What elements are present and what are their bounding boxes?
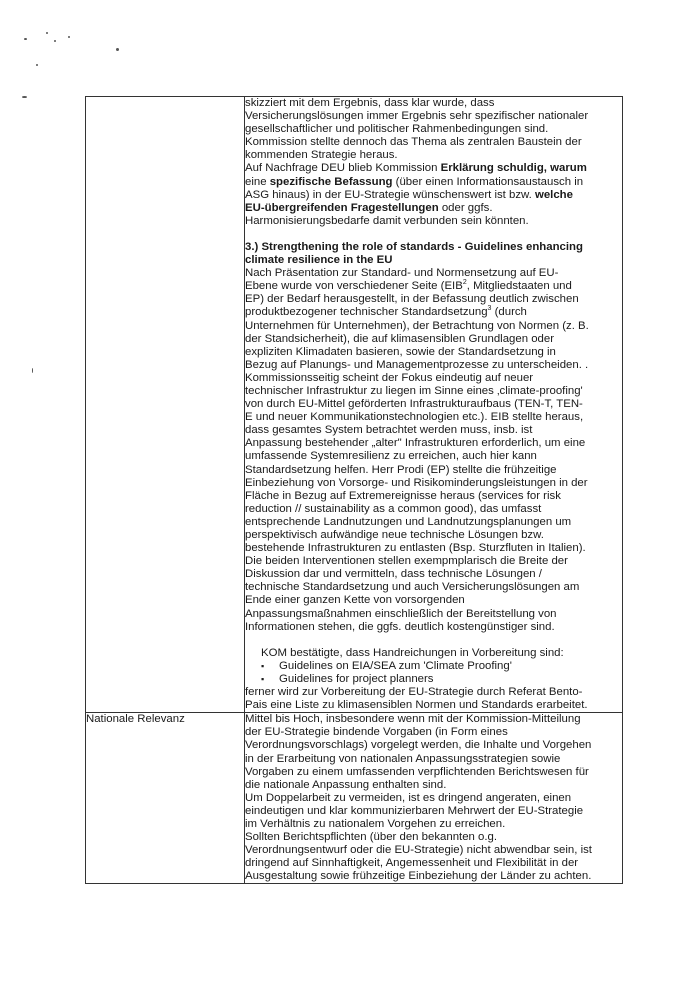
text-line: skizziert mit dem Ergebnis, dass klar wurde, dass (245, 97, 495, 109)
text-line: Bezug auf Planungs- und Managementprozesse zu unterscheiden. . (245, 358, 589, 371)
text-line: dringend auf Sinnhaftigkeit, Angemessenheit und Flexibilität in der (245, 857, 579, 870)
footnote-ref: 2 (462, 279, 467, 287)
text-line: Auf Nachfrage DEU blieb Kommission Erklärung schuldig, warum (245, 162, 587, 175)
minutes-table (85, 96, 623, 884)
text-line: EP) der Bedarf herausgestellt, in der Befassung deutlich zwischen (245, 293, 579, 306)
text-line: Anpassungsmaßnahmen einschließlich der Bereitstellung von (245, 607, 557, 620)
text-line: technischer Infrastruktur zu liegen im Sinne eines ‚climate-proofing' (245, 384, 583, 397)
text-line: Diskussion dar und vermitteln, dass technische Lösungen / (245, 568, 542, 581)
text-line: Ausgestaltung sowie frühzeitige Einbeziehung der Länder zu achten. (245, 870, 592, 883)
text-line: ferner wird zur Vorbereitung der EU-Strategie durch Referat Bento- (245, 686, 583, 699)
text-line: kommenden Strategie heraus. (245, 149, 398, 162)
section-heading: climate resilience in the EU (245, 254, 393, 267)
scan-speck (22, 96, 27, 98)
paragraph-standards-discussion (245, 320, 622, 634)
text-line: Mittel bis Hoch, insbesondere wenn mit der Kommission-Mitteilung (245, 713, 581, 726)
text-line: EU-übergreifenden Fragestellungen oder ggfs. (245, 201, 493, 214)
row-content-standards (245, 97, 623, 713)
text-line: Verordnungsvorschlags) vorgelegt werden, die Inhalte und Vorgehen (245, 739, 592, 752)
text-line: Fläche in Bezug auf Extremereignisse heraus (services for risk (245, 489, 561, 502)
text-line: KOM bestätigte, dass Handreichungen in Vorbereitung sind: (261, 646, 564, 659)
text-line: in der Erarbeitung von nationalen Anpassungsstrategien sowie (245, 752, 561, 765)
scan-speck (24, 38, 27, 40)
text-line: eine spezifische Befassung (über einen Informationsaustausch in (245, 175, 584, 188)
bullet-item: ▪ Guidelines on EIA/SEA zum 'Climate Proofing' (245, 660, 622, 673)
text-line: perspektivisch aufwändige neue technische Lösungen bzw. (245, 529, 544, 541)
spacer (245, 634, 622, 647)
section-heading: 3.) Strengthening the role of standards - Guidelines enhancing (245, 240, 583, 253)
text-line: ASG hinaus) in der EU-Strategie wünschenswert ist bzw. welche (245, 188, 573, 201)
text-line: produktbezogener technischer Standardsetzung$^3$ (durch (245, 305, 527, 319)
text-line: reduction // sustainability as a common good), das umfasst (245, 502, 542, 515)
row-label-national-relevance: Nationale Relevanz (86, 713, 245, 884)
row-label-empty (86, 97, 245, 713)
text-line: bestehende Infrastrukturen zu entlasten (Bsp. Sturzfluten in Italien). (245, 542, 586, 555)
text-line: expliziten Klimadaten basieren, sowie der Standardsetzung in (245, 345, 556, 358)
text-line: Informationen stehen, die ggfs. deutlich kostengünstiger sind. (245, 620, 555, 633)
text-line: umfassende Systemresilienz zu erreichen, auch hier kann (245, 450, 537, 463)
scan-speck (46, 32, 48, 34)
text-line: Pais eine Liste zu klimasensiblen Normen und Standards erarbeitet. (245, 699, 588, 712)
paragraph-national-relevance (245, 713, 622, 883)
table-row-standards (86, 97, 623, 713)
row-content-national-relevance (245, 713, 623, 884)
text-line: von durch EU-Mittel geförderten Infrastrukturaufbaus (TEN-T, TEN- (245, 398, 583, 411)
text-line: die nationale Anpassung enthalten sind. (245, 778, 447, 791)
text-line: Nach Präsentation zur Standard- und Normensetzung auf EU- (245, 267, 559, 280)
text-line: dass gesamtes System betrachtet werden muss, insb. ist (245, 424, 533, 437)
scan-speck (54, 40, 56, 42)
text-line: Standardsetzung helfen. Herr Prodi (EP) stellte die frühzeitige (245, 463, 557, 476)
scan-speck (68, 36, 70, 38)
text-line: Einbeziehung von Vorsorge- und Risikominderungsleistungen in der (245, 476, 588, 489)
text-line: der EU-Strategie bindende Vorgaben (in Form eines (245, 726, 508, 739)
text-line: Harmonisierungsbedarfe damit verbunden sein könnten. (245, 214, 529, 227)
footnote-ref: 3 (487, 305, 492, 313)
text-line: Ende einer ganzen Kette von vorsorgenden (245, 594, 465, 607)
text-line: der Standsicherheit), die auf klimasensiblen Grundlagen oder (245, 332, 554, 345)
text-line: Anpassung bestehender „alter" Infrastrukturen erforderlich, um eine (245, 437, 586, 450)
text-line: Kommissionsseitig scheint der Fokus eindeutig auf neuer (245, 371, 534, 384)
text-line: Ebene wurde von verschiedener Seite (EIB$^2$, Mitgliedstaaten und (245, 279, 572, 293)
text-line: Sollten Berichtspflichten (über den bekannten o.g. (245, 831, 498, 844)
table-row-national-relevance (86, 713, 623, 884)
text-line: Kommission stellte dennoch das Thema als zentralen Baustein der (245, 136, 582, 149)
scan-speck (116, 48, 119, 51)
text-line: Verordnungsentwurf oder die EU-Strategie) nicht abwendbar sein, ist (245, 844, 592, 857)
text-line: entsprechende Landnutzungen und Landnutzungsplanungen um (245, 515, 572, 528)
bullet-item: ▪ Guidelines for project planners (245, 673, 622, 686)
scan-speck (32, 368, 33, 373)
text-line: Um Doppelarbeit zu vermeiden, ist es dringend angeraten, einen (245, 791, 572, 804)
text-line: Die beiden Interventionen stellen exempmplarisch die Breite der (245, 555, 568, 568)
text-line: eindeutigen und klar kommunizierbaren Mehrwert der EU-Strategie (245, 804, 584, 817)
text-line: Versicherungslösungen immer Ergebnis sehr spezifischer nationaler (245, 110, 589, 123)
text-line: technische Standardsetzung und auch Versicherungslösungen am (245, 581, 580, 594)
text-line: E und neuer Kommunikationstechnologien etc.). EIB stellte heraus, (245, 411, 584, 424)
spacer (245, 228, 622, 241)
scan-speck (36, 64, 38, 66)
text-line: im Verhältnis zu nationalem Vorgehen zu erreichen. (245, 817, 506, 830)
text-line: Vorgaben zu einem umfassenden verpflichtenden Berichtswesen für (245, 765, 589, 778)
text-line: gesellschaftlicher und politischer Rahmenbedingungen sind. (245, 123, 549, 136)
text-line: Unternehmen für Unternehmen), der Betrachtung von Normen (z. B. (245, 319, 589, 332)
